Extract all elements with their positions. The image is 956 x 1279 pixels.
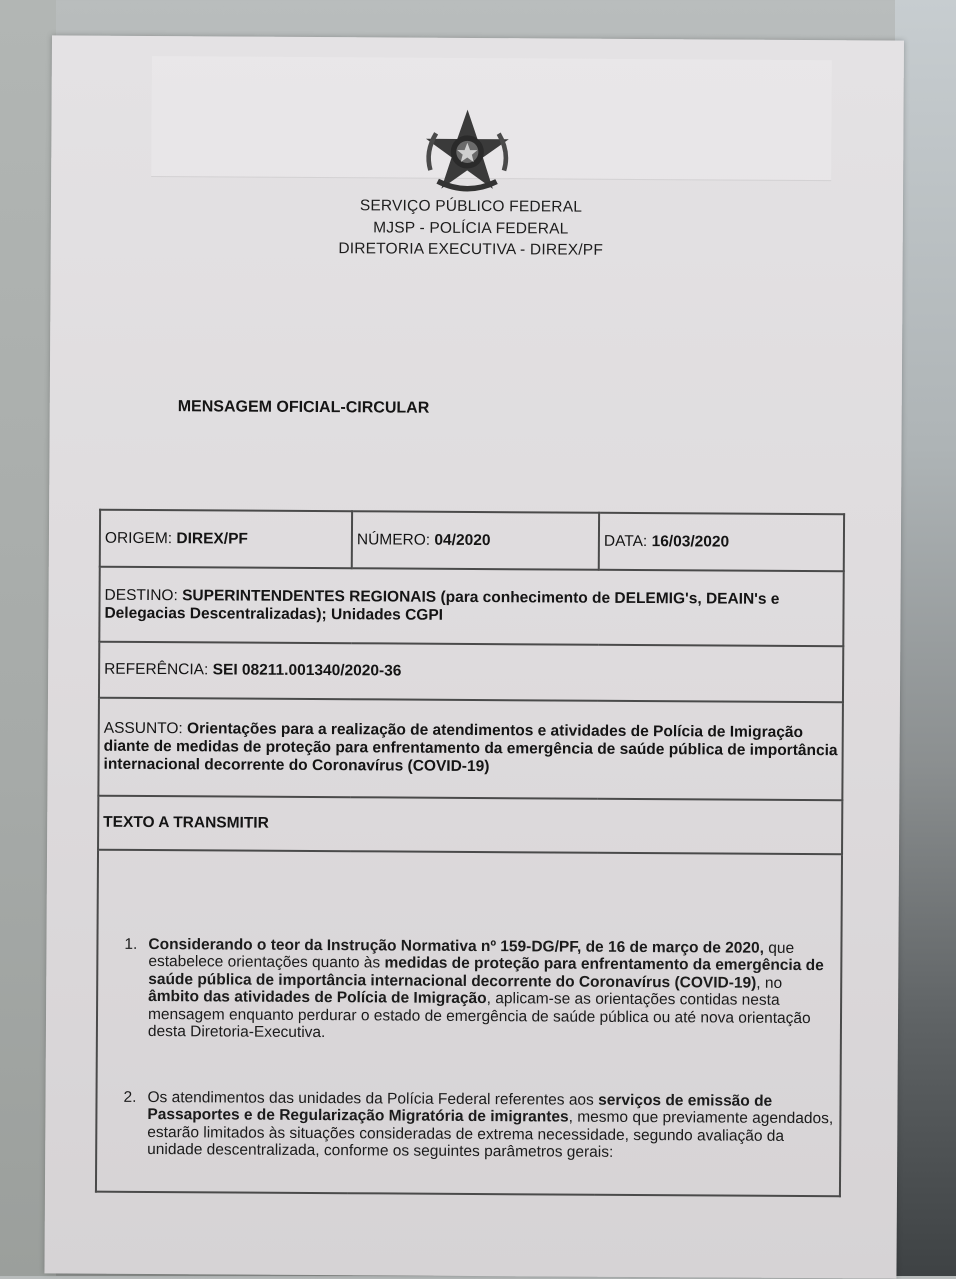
message-form-table [95,509,845,1198]
item-text-bold: Considerando o teor da Instrução Normativa nº 159-DG/PF, de 16 de março de 2020, [148,935,765,957]
issuer-header [251,195,691,262]
data-cell [599,513,844,571]
referencia-row [99,642,843,703]
coat-of-arms-icon [421,106,514,199]
texto-header-row [98,796,842,855]
numero-value: 04/2020 [434,531,491,549]
referencia-cell [99,642,843,703]
referencia-value: SEI 08211.001340/2020-36 [212,661,402,680]
item-text-bold: medidas de proteção para enfrentamento da emergência de saúde pública de importância internacional decorrente do Coronavírus (COVID-19) [148,954,824,992]
origem-value: DIREX/PF [176,529,248,548]
item-text: Os atendimentos das unidades da Polícia Federal referentes aos [147,1088,599,1109]
meta-row [100,510,844,572]
numero-cell [352,511,599,570]
message-body-cell [96,850,842,1197]
origem-cell [100,510,352,569]
header-line-1: SERVIÇO PÚBLICO FEDERAL [359,197,583,216]
background-right [895,0,956,1276]
header-line-2: MJSP - POLÍCIA FEDERAL [373,218,569,238]
item-number: 2. [123,1088,137,1106]
assunto-value: Orientações para a realização de atendimentos e atividades de Polícia de Imigração diante de medidas de proteção para enfrentamento da emergência de saúde pública de importância internacional decorrente do Coronavírus (COVID-19) [103,720,838,776]
origem-label: ORIGEM: [104,529,173,547]
header-line-3: DIRETORIA EXECUTIVA - DIREX/PF [338,240,604,259]
assunto-row [98,698,843,801]
texto-a-transmitir-label: TEXTO A TRANSMITIR [98,796,842,855]
message-body-row [96,850,842,1197]
item-text: , no [756,974,783,992]
item-text: , mesmo que previamente agendados, estarão limitados às situações consideradas de extrema necessidade, segundo avaliação da unidade descentralizada, conforme os seguintes parâmetros gerais: [147,1108,834,1161]
item-text: , aplicam-se as orientações contidas nesta mensagem enquanto perdurar o estado de emergência de saúde pública ou até nova orientação desta Diretoria-Executiva. [147,990,811,1042]
item-text-bold: serviços de emissão de Passaportes e de Regularização Migratória de imigrantes [147,1091,773,1126]
data-value: 16/03/2020 [651,532,730,551]
document-title: MENSAGEM OFICIAL-CIRCULAR [177,398,430,417]
data-label: DATA: [603,532,648,550]
destino-row [99,567,843,647]
destino-label: DESTINO: [104,586,178,604]
referencia-label: REFERÊNCIA: [104,660,209,679]
item-number: 1. [124,935,138,953]
numero-label: NÚMERO: [356,530,431,549]
list-item [124,935,837,1045]
item-text-bold: âmbito das atividades de Polícia de Imigração [148,988,487,1008]
destino-cell [99,567,843,647]
message-items-list [101,935,836,1162]
document-sheet [44,35,904,1278]
assunto-label: ASSUNTO: [103,719,183,738]
assunto-cell [98,698,843,801]
list-item [123,1088,835,1163]
item-text: que estabelece orientações quanto às [148,939,795,972]
destino-value: SUPERINTENDENTES REGIONAIS (para conhecimento de DELEMIG's, DEAIN's e Delegacias Descentralizadas); Unidades CGPI [104,586,780,624]
